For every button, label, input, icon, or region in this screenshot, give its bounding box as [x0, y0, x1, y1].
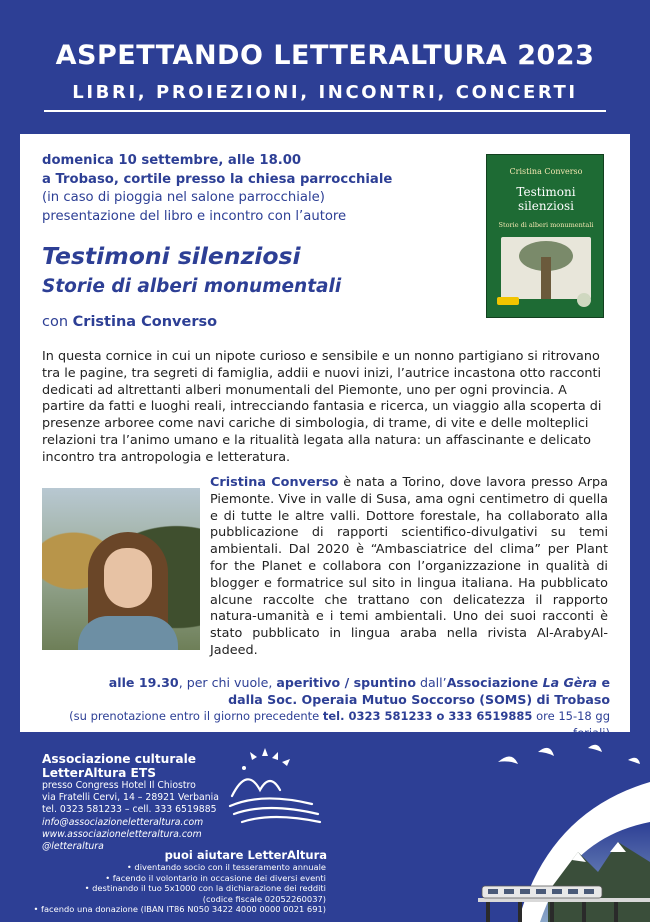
help-item: • facendo una donazione (IBAN IT86 N050 3422 4000 0000 0021 691) — [33, 904, 326, 915]
help-list — [10, 862, 326, 915]
book-description: In questa cornice in cui un nipote curioso e sensibile e un nonno partigiano si ritrovano tra le pagine, tra segreti di famiglia, addii e nuovi inizi, l’autrice incastona otto racconti dedicati ad altrettanti alberi monumentali del Piemonte, uno per ogni provincia. A partire da fatti e luoghi reali, intrecciando fantasia e ricerca, un viaggio alla scoperta di presenze arboree come navi cariche di simbologia, di trame, di vite e delle molteplici relazioni tra l’animo umano e la ritualità legata alla natura: un affascinante e delicato incontro tra antropologia e letteratura. — [42, 349, 602, 465]
photo-shirt — [78, 616, 178, 650]
mountain-train-illustration — [478, 742, 650, 922]
tree-trunk-shape — [541, 257, 551, 299]
aperitivo-info — [42, 674, 610, 742]
aperitivo-phone: tel. 0323 581233 o 333 6519885 — [322, 709, 533, 723]
photo-face — [104, 548, 152, 608]
letteraltura-logo-icon — [222, 746, 330, 832]
aperitivo-line1 — [42, 674, 610, 691]
assoc-line2: LetterAltura ETS — [42, 766, 156, 780]
help-item: (codice fiscale 02052260037) — [202, 893, 326, 904]
cover-author: Cristina Converso — [509, 167, 583, 176]
footer-association — [42, 752, 196, 780]
phone-line: tel. 0323 581233 – cell. 333 6519885 — [42, 804, 217, 816]
event-presentation: presentazione del libro e incontro con l’autore — [42, 208, 347, 224]
cover-title — [487, 185, 605, 213]
header-divider — [44, 110, 606, 112]
aperitivo-soms: dalla Soc. Operaia Mutuo Soccorso (SOMS) di Trobaso — [228, 692, 610, 707]
aperitivo-text1: , per chi vuole, — [178, 675, 277, 690]
footer-contact — [42, 780, 219, 853]
aperitivo-bold1: aperitivo / spuntino — [276, 675, 416, 690]
cover-title-line1: Testimoni — [516, 185, 576, 199]
cover-subtitle: Storie di alberi monumentali — [498, 221, 594, 229]
book-subtitle: Storie di alberi monumentali — [42, 276, 342, 297]
help-item: • diventando socio con il tesseramento annuale — [126, 862, 326, 872]
author-name: Cristina Converso — [72, 314, 218, 330]
aperitivo-booking: (su prenotazione entro il giorno precedente — [69, 709, 323, 723]
cover-tree-illustration — [501, 237, 591, 299]
header-title: ASPETTANDO LETTERALTURA 2023 — [55, 40, 595, 71]
aperitivo-hours: ore 15-18 gg feriali) — [532, 709, 610, 740]
cover-badge — [497, 297, 519, 305]
aperitivo-assoc-name: La Gèra — [542, 675, 598, 690]
address-line2: via Fratelli Cervi, 14 – 28921 Verbania — [42, 792, 219, 804]
aperitivo-line2 — [42, 691, 610, 708]
header — [0, 0, 650, 128]
cover-title-line2: silenziosi — [517, 199, 575, 213]
help-item: • facendo il volontario in occasione dei diversi eventi — [105, 872, 326, 883]
bio-text: è nata a Torino, dove lavora presso Arpa Piemonte. Vive in valle di Susa, ama ogni centimetro di quella e di tutte le altre valli. Dottore forestale, ha collaborato alla pubblicazione di rapporti scientifico-divulgativi su temi ambientali. Dal 2020 è “Ambasciatrice del clima” per Plant for the Planet e collabora con l’organizzazione in qualità di blogger e formatrice sul sito in lingua italiana. Ha pubblicato alcune raccolte che trattano con delicatezza il rapporto natura-umanità e i temi ambientali. Uno dei suoi racconti è stato pubblicato in lingua araba nella rivista Al-ArabyAl-Jadeed. — [210, 475, 608, 658]
event-date: domenica 10 settembre, alle 18.00 — [42, 153, 302, 168]
bio-name: Cristina Converso — [210, 475, 339, 490]
aperitivo-and: e — [597, 675, 610, 690]
assoc-line1: Associazione culturale — [42, 752, 197, 766]
author-line — [42, 314, 217, 330]
email-link[interactable]: info@associazioneletteraltura.com — [42, 816, 204, 828]
event-place: a Trobaso, cortile presso la chiesa parrocchiale — [42, 171, 393, 187]
address-line1: presso Congress Hotel Il Chiostro — [42, 780, 196, 791]
event-rain-note: (in caso di pioggia nel salone parrocchiale) — [42, 190, 325, 205]
header-subtitle: LIBRI, PROIEZIONI, INCONTRI, CONCERTI — [72, 82, 578, 103]
aperitivo-assoc: Associazione — [446, 675, 543, 690]
author-prefix: con — [42, 314, 73, 330]
publisher-logo-icon — [577, 293, 591, 307]
help-item: • destinando il tuo 5x1000 con la dichiarazione dei redditi — [84, 883, 326, 894]
aperitivo-line3 — [42, 708, 610, 742]
book-cover-image — [486, 154, 604, 318]
book-title: Testimoni silenziosi — [42, 242, 301, 270]
author-bio — [210, 475, 608, 660]
aperitivo-text2: dall’ — [415, 675, 447, 690]
author-photo — [42, 488, 200, 650]
social-handle[interactable]: @letteraltura — [42, 841, 104, 853]
website-link[interactable]: www.associazioneletteraltura.com — [42, 828, 202, 840]
aperitivo-time: alle 19.30 — [108, 675, 179, 690]
event-panel — [20, 134, 630, 740]
event-details — [42, 152, 442, 226]
help-title: puoi aiutare LetterAltura — [164, 848, 327, 862]
